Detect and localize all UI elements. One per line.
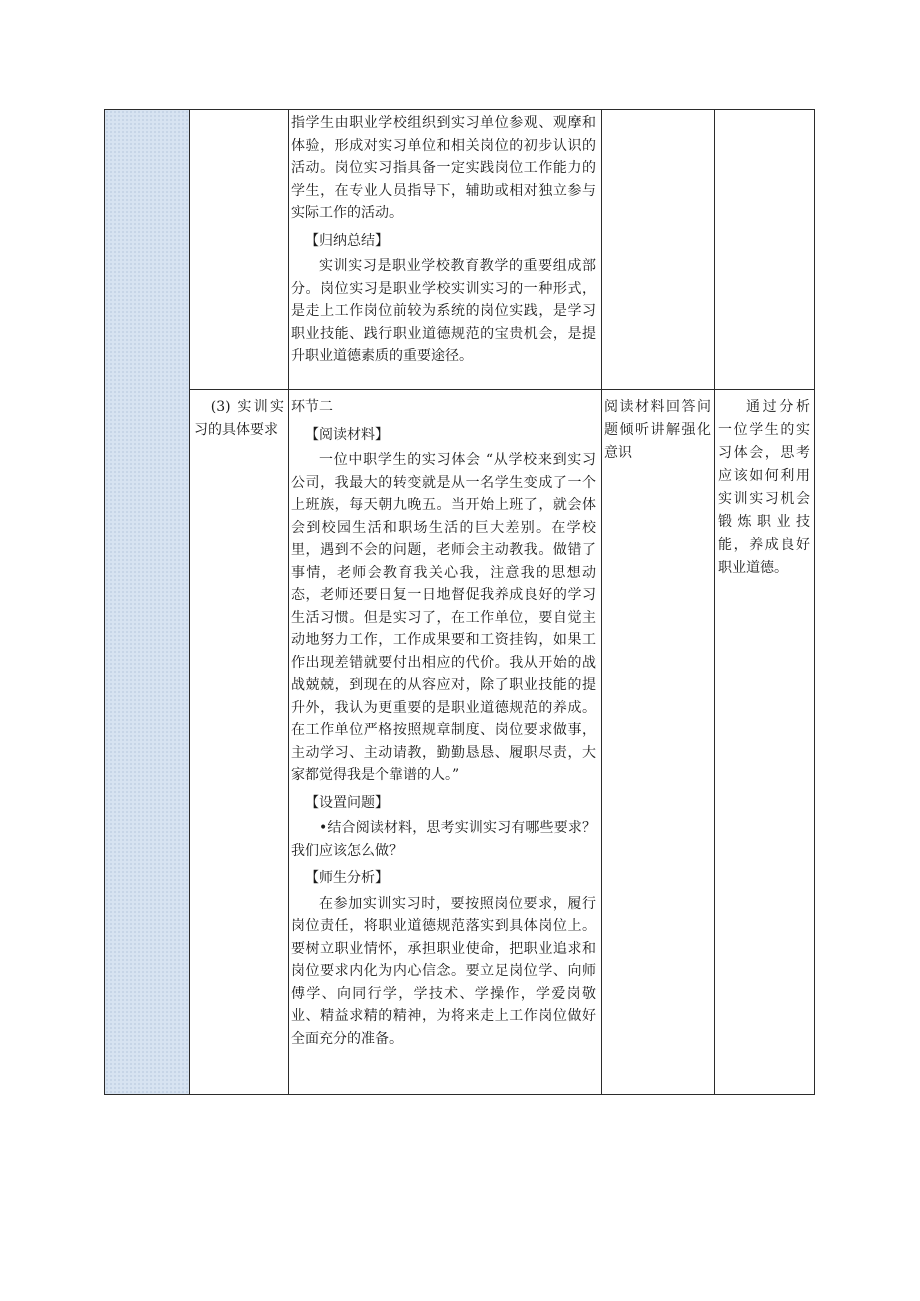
column-divider xyxy=(288,110,289,1094)
row2-content-cell xyxy=(291,396,596,1050)
column-divider xyxy=(189,110,190,1094)
analysis-text: 在参加实训实习时，要按照岗位要求，履行岗位责任，将职业道德规范落实到具体岗位上。要树立职业情怀，承担职业使命，把职业追求和岗位要求内化为内心信念。要立足岗位学、向师傅学、向同行学，学技术、学操作，学爱岗敬业、精益求精的精神，为将来走上工作岗位做好全面充分的准备。 xyxy=(291,895,596,1047)
student-activity-cell xyxy=(604,396,711,465)
design-intent-text: 通过分析一位学生的实习体会，思考应该如何利用实训实习机会锻炼职业技能，养成良好职业道德。 xyxy=(718,399,810,576)
lesson-plan-table xyxy=(104,109,815,1095)
reading-heading: 【阅读材料】 xyxy=(305,426,389,443)
summary-text: 实训实习是职业学校教育教学的重要组成部分。岗位实习是职业学校实训实习的一种形式，是走上工作岗位前较为系统的岗位实践，是学习职业技能、践行职业道德规范的宝贵机会，是提升职业道德素质的重要途径。 xyxy=(291,258,596,364)
analysis-heading: 【师生分析】 xyxy=(305,870,389,886)
row1-paragraph: 指学生由职业学校组织到实习单位参观、观摩和体验，形成对实习单位和相关岗位的初步认识的活动。岗位实习指具备一定实践岗位工作能力的学生，在专业人员指导下，辅助或相对独立参与实际工作的活动。 xyxy=(291,115,596,221)
row1-content-cell xyxy=(291,112,596,368)
reading-text: 一位中职学生的实习体会 “从学校来到实习公司，我最大的转变就是从一名学生变成了一个上班族，每天朝九晚五。当开始上班了，就会体会到校园生活和职场生活的巨大差别。在学校里，遇到不会的问题，老师会主动教我。做错了事情，老师会教育我关心我，注意我的思想动态，老师还要日复一日地督促我养成良好的学习生活习惯。但是实习了，在工作单位，要自觉主动地努力工作，工作成果要和工资挂钩，如果工作出现差错就要付出相应的代价。我从开始的战战兢兢，到现在的从容应对，除了职业技能的提升外，我认为更重要的是职业道德规范的养成。在工作单位严格按照规章制度、岗位要求做事，主动学习、主动请教，勤勤恳恳、履职尽责，大家都觉得我是个靠谱的人。” xyxy=(291,452,596,783)
column-divider xyxy=(601,110,602,1094)
design-intent-cell xyxy=(718,396,810,580)
section-label: 环节二 xyxy=(291,399,333,415)
row-divider xyxy=(189,389,814,390)
summary-heading: 【归纳总结】 xyxy=(305,232,389,249)
column-divider xyxy=(714,110,715,1094)
shaded-column xyxy=(105,110,189,1094)
topic-cell xyxy=(194,396,284,442)
question-text: •结合阅读材料，思考实训实习有哪些要求？我们应该怎么做？ xyxy=(291,820,596,859)
question-heading: 【设置问题】 xyxy=(305,794,389,811)
topic-label: (3) 实训实习的具体要求 xyxy=(194,399,284,438)
student-activity-text: 阅读材料回答问题倾听讲解强化意识 xyxy=(604,399,711,461)
